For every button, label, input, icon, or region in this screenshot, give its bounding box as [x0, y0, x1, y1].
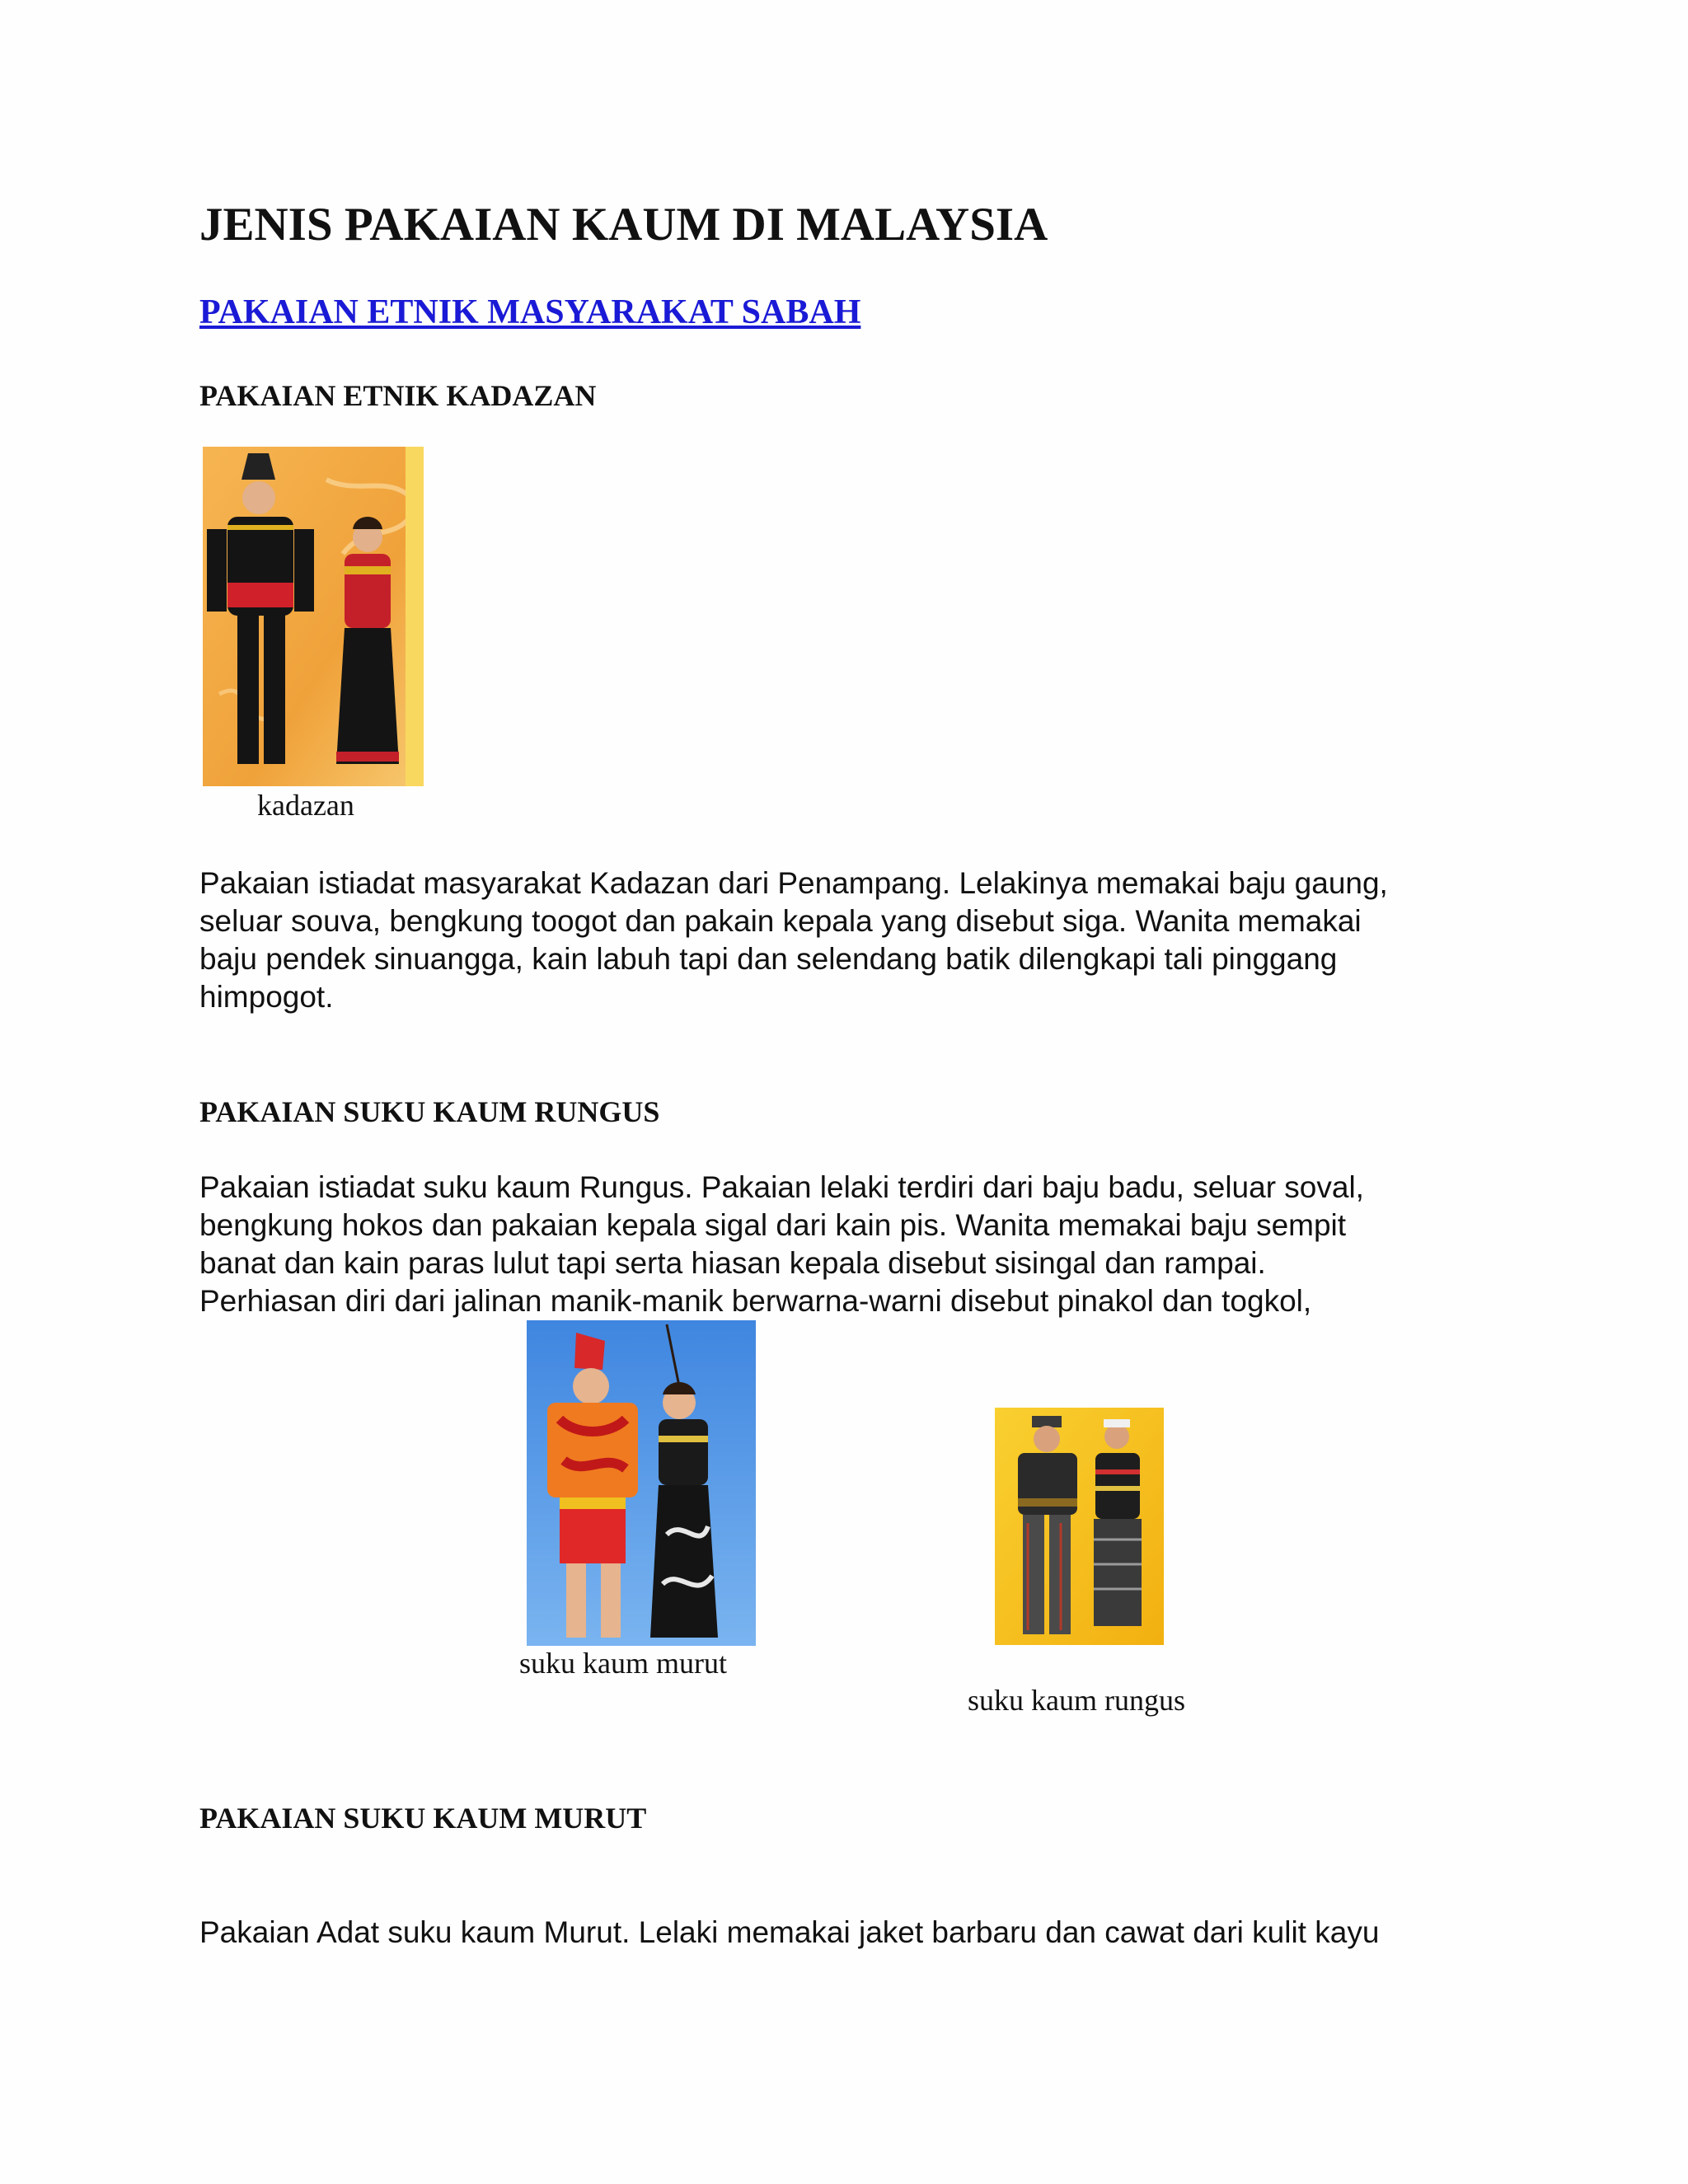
kadazan-paragraph [199, 865, 1535, 1016]
kadazan-paragraph-line: Pakaian istiadat masyarakat Kadazan dari Penampang. Lelakinya memakai baju gaung, [199, 866, 1388, 900]
murut-paragraph [199, 1914, 1535, 1952]
rungus-paragraph-line: Perhiasan diri dari jalinan manik-manik berwarna-warni disebut pinakol dan togkol, [199, 1284, 1312, 1318]
murut-costume-photo [527, 1320, 756, 1646]
rungus-heading: PAKAIAN SUKU KAUM RUNGUS [199, 1095, 660, 1128]
murut-caption: suku kaum murut [519, 1647, 727, 1680]
rungus-paragraph-line: banat dan kain paras lulut tapi serta hiasan kepala disebut sisingal dan rampai. [199, 1246, 1266, 1280]
kadazan-caption: kadazan [257, 789, 354, 822]
kadazan-paragraph-line: himpogot. [199, 980, 334, 1014]
sabah-section-link[interactable]: PAKAIAN ETNIK MASYARAKAT SABAH [199, 293, 861, 331]
document-title: JENIS PAKAIAN KAUM DI MALAYSIA [199, 199, 1048, 251]
kadazan-heading: PAKAIAN ETNIK KADAZAN [199, 379, 597, 412]
murut-paragraph-line: Pakaian Adat suku kaum Murut. Lelaki memakai jaket barbaru dan cawat dari kulit kayu [199, 1915, 1380, 1949]
rungus-costume-photo [995, 1408, 1164, 1645]
kadazan-paragraph-line: seluar souva, bengkung toogot dan pakain kepala yang disebut siga. Wanita memakai [199, 904, 1362, 938]
murut-heading: PAKAIAN SUKU KAUM MURUT [199, 1802, 647, 1835]
rungus-paragraph [199, 1169, 1535, 1320]
kadazan-costume-photo [203, 447, 424, 786]
rungus-paragraph-line: Pakaian istiadat suku kaum Rungus. Pakaian lelaki terdiri dari baju badu, seluar soval, [199, 1170, 1364, 1204]
kadazan-paragraph-line: baju pendek sinuangga, kain labuh tapi dan selendang batik dilengkapi tali pinggang [199, 942, 1338, 976]
rungus-paragraph-line: bengkung hokos dan pakaian kepala sigal dari kain pis. Wanita memakai baju sempit [199, 1208, 1347, 1242]
rungus-caption: suku kaum rungus [968, 1684, 1185, 1717]
